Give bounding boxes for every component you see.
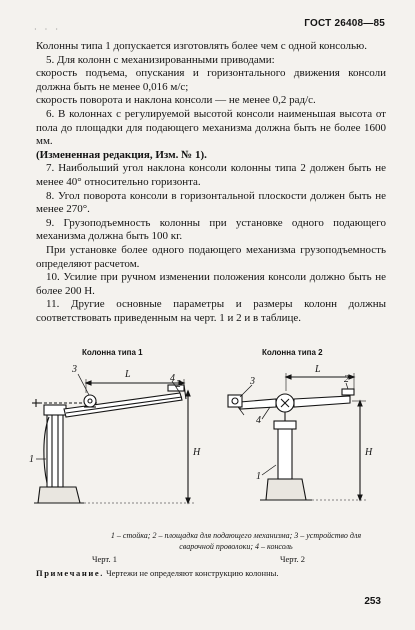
column-drawings	[0, 355, 415, 530]
paragraph: 9. Грузоподъемность колонны при установке одного подающего механизма должна быть 100 кг.	[36, 216, 386, 243]
paragraph: 11. Другие основные параметры и размеры колонн должны соответствовать приведенным на черт. 1 и 2 и в таблице.	[36, 298, 386, 324]
scan-marks: · · ·	[34, 25, 61, 34]
figure-2-label-2: 2	[344, 374, 349, 385]
figure-1-label-H: H	[193, 447, 201, 458]
figure-2-number: Черт. 2	[280, 554, 306, 564]
figure-2-label-H: H	[365, 447, 373, 458]
figure-2-label-L: L	[315, 364, 321, 375]
body-text	[36, 40, 386, 325]
column-type-2-drawing	[228, 373, 366, 500]
figure-1-label-1: 1	[29, 454, 34, 465]
amendment-note: (Измененная редакция, Изм. № 1).	[36, 148, 207, 161]
note	[36, 568, 278, 578]
paragraph: 5. Для колонн с механизированными приводами:	[46, 53, 275, 66]
column-type-1-drawing	[32, 374, 194, 503]
paragraph: скорость поворота и наклона консоли — не менее 0,2 рад/с.	[36, 94, 316, 107]
figure-1-label-3: 3	[72, 364, 77, 375]
figure-caption: 1 – стойка; 2 – площадка для подающего механизма; 3 – устройство для сварочной проволоки; 4 – консоль	[110, 531, 362, 551]
figure-1-label-4: 4	[170, 373, 175, 384]
paragraph: 10. Усилие при ручном изменении положения консоли должно быть не более 200 Н.	[36, 271, 386, 297]
figure-1-label-2: 2	[176, 379, 181, 390]
figure-1-number: Черт. 1	[92, 554, 118, 564]
figure-2-label-1: 1	[256, 471, 261, 482]
figure-1-title: Колонна типа 1	[82, 348, 143, 357]
paragraph: Колонны типа 1 допускается изготовлять более чем с одной консолью.	[36, 40, 368, 52]
figure-1-label-L: L	[125, 369, 131, 380]
figure-2-title: Колонна типа 2	[262, 348, 323, 357]
figure-2-label-3: 3	[250, 376, 255, 387]
figure-2-label-4: 4	[256, 415, 261, 426]
page-number: 253	[364, 596, 381, 607]
paragraph: 7. Наибольший угол наклона консоли колонны типа 2 должен быть не менее 40° относительно горизонта.	[36, 162, 386, 188]
paragraph: скорость подъема, опускания и горизонтального движения консоли должна быть не менее 0,016 м/с;	[36, 67, 386, 93]
note-label: Примечание.	[36, 568, 104, 578]
paragraph: 8. Угол поворота консоли в горизонтальной плоскости должен быть не менее 270°.	[36, 189, 386, 216]
paragraph: При установке более одного подающего механизма грузоподъемность определяют расчетом.	[36, 243, 386, 270]
note-text: Чертежи не определяют конструкцию колонны.	[106, 568, 279, 578]
paragraph: 6. В колоннах с регулируемой высотой консоли наименьшая высота от пола до площадки для подающего механизма должна быть не более 1600 мм.	[36, 107, 386, 148]
standard-header: ГОСТ 26408—85	[304, 18, 385, 29]
